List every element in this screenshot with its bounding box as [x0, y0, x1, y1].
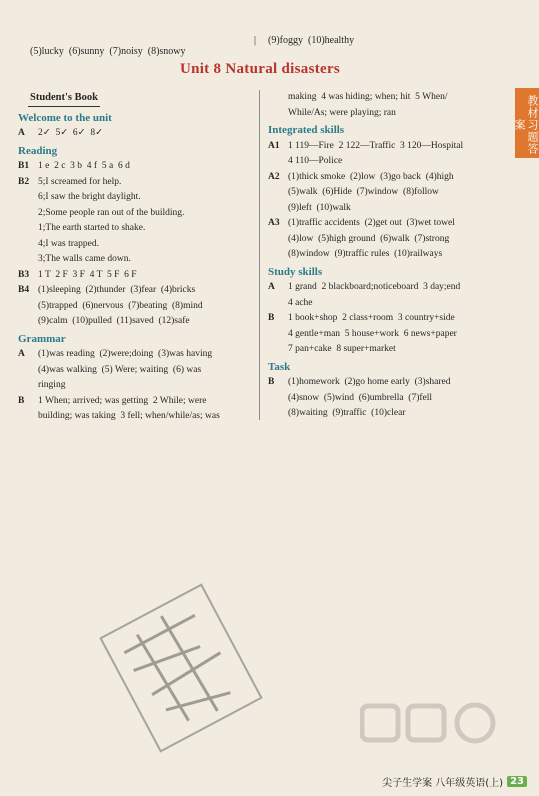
row-value: (1)homework (2)go home early (3)shared: [288, 377, 451, 387]
row-value: 1 When; arrived; was getting 2 While; were: [38, 395, 207, 406]
answer-row: [268, 311, 504, 327]
row-value: 2✓ 5✓ 6✓ 8✓: [38, 128, 104, 138]
row-key: B: [268, 377, 275, 387]
row-key: B3: [18, 269, 30, 280]
row-value: 1 grand 2 blackboard;noticeboard 3 day;end: [288, 282, 461, 292]
row-continuation: (5)trapped (6)nervous (7)beating (8)mind: [38, 300, 203, 311]
row-continuation: (8)waiting (9)traffic (10)clear: [288, 408, 406, 418]
row-continuation: 1;The earth started to shake.: [38, 223, 146, 233]
row-key: B: [268, 313, 275, 323]
row-continuation: While/As; were playing; ran: [288, 107, 396, 118]
row-key: B4: [18, 285, 30, 295]
answer-row: [18, 175, 254, 191]
row-continuation: (4)snow (5)wind (6)umbrella (7)fell: [288, 392, 433, 403]
answer-row: [18, 159, 254, 175]
row-key: A: [268, 282, 275, 292]
row-continuation: 6;I saw the bright daylight.: [38, 192, 141, 202]
row-continuation: (5)walk (6)Hide (7)window (8)follow: [288, 187, 439, 197]
row-continuation: 4 gentle+man 5 house+work 6 news+paper: [288, 328, 457, 339]
row-value: (1)sleeping (2)thunder (3)fear (4)bricks: [38, 285, 196, 295]
row-continuation: 7 pan+cake 8 super+market: [288, 344, 396, 354]
column-divider: [259, 90, 260, 420]
answer-row: [268, 375, 504, 391]
footer-text: 尖子生学案 八年级英语(上): [382, 778, 504, 789]
side-tab: 教材习题答案: [515, 88, 539, 158]
answer-row: [18, 283, 254, 299]
answer-row: [18, 126, 254, 142]
row-value: (1)traffic accidents (2)get out (3)wet towel: [288, 218, 455, 228]
page-footer: [382, 774, 527, 789]
answer-row: [268, 216, 504, 232]
answer-row: [268, 170, 504, 186]
row-key: B1: [18, 161, 30, 171]
row-continuation: (8)window (9)traffic rules (10)railways: [288, 249, 443, 259]
row-value: (1)thick smoke (2)low (3)go back (4)high: [288, 171, 454, 182]
section-welcome: Welcome to the unit: [18, 111, 112, 124]
row-key: A2: [268, 171, 280, 182]
row-value: 1 T 2 F 3 F 4 T 5 F 6 F: [38, 269, 137, 280]
section-study-skills: Study skills: [268, 265, 323, 278]
row-continuation: 2;Some people ran out of the building.: [38, 207, 185, 218]
answer-row: [18, 268, 254, 284]
row-continuation: 4 110—Police: [288, 156, 343, 166]
students-book-header: Student's Book: [28, 90, 100, 107]
page-number: 23: [507, 776, 527, 787]
row-value: 5;I screamed for help.: [38, 176, 122, 187]
answer-row: [268, 280, 504, 296]
row-value: (1)was reading (2)were;doing (3)was having: [38, 349, 213, 359]
section-integrated-skills: Integrated skills: [268, 124, 345, 136]
row-key: A: [18, 349, 25, 359]
top-answers-right: (9)foggy (10)healthy: [268, 35, 355, 46]
answer-row: [18, 347, 254, 363]
row-continuation: 3;The walls came down.: [38, 254, 131, 264]
row-continuation: 4 ache: [288, 297, 313, 308]
row-key: A: [18, 128, 25, 138]
top-separator: |: [254, 35, 257, 46]
row-key: A3: [268, 218, 280, 228]
row-continuation: (4)was walking (5) Were; waiting (6) was: [38, 364, 202, 375]
row-continuation: 4;I was trapped.: [38, 238, 99, 249]
left-column: [18, 90, 254, 425]
answer-row: [18, 394, 254, 410]
row-key: B2: [18, 176, 30, 187]
stamp-mark: [93, 577, 270, 760]
section-reading: Reading: [18, 144, 58, 157]
section-grammar: Grammar: [18, 332, 66, 345]
row-value: 1 e 2 c 3 b 4 f 5 a 6 d: [38, 161, 130, 171]
row-continuation: (9)calm (10)pulled (11)saved (12)safe: [38, 316, 190, 326]
unit-title: Unit 8 Natural disasters: [179, 61, 341, 77]
row-value: 1 book+shop 2 class+room 3 country+side: [288, 313, 455, 323]
right-column: [268, 90, 504, 422]
answer-row: [268, 139, 504, 155]
row-continuation: building; was taking 3 fell; when/while/as; was: [38, 411, 220, 421]
row-continuation: making 4 was hiding; when; hit 5 When/: [288, 92, 448, 102]
top-answers-left: (5)lucky (6)sunny (7)noisy (8)snowy: [30, 46, 186, 57]
row-key: A1: [268, 140, 280, 151]
row-continuation: ringing: [38, 380, 66, 390]
row-value: 1 119—Fire 2 122—Traffic 3 120—Hospital: [288, 140, 464, 151]
section-task: Task: [268, 360, 291, 373]
row-key: B: [18, 395, 25, 406]
watermark-mark: [360, 698, 530, 748]
row-continuation: (4)low (5)high ground (6)walk (7)strong: [288, 233, 450, 244]
row-continuation: (9)left (10)walk: [288, 202, 351, 213]
